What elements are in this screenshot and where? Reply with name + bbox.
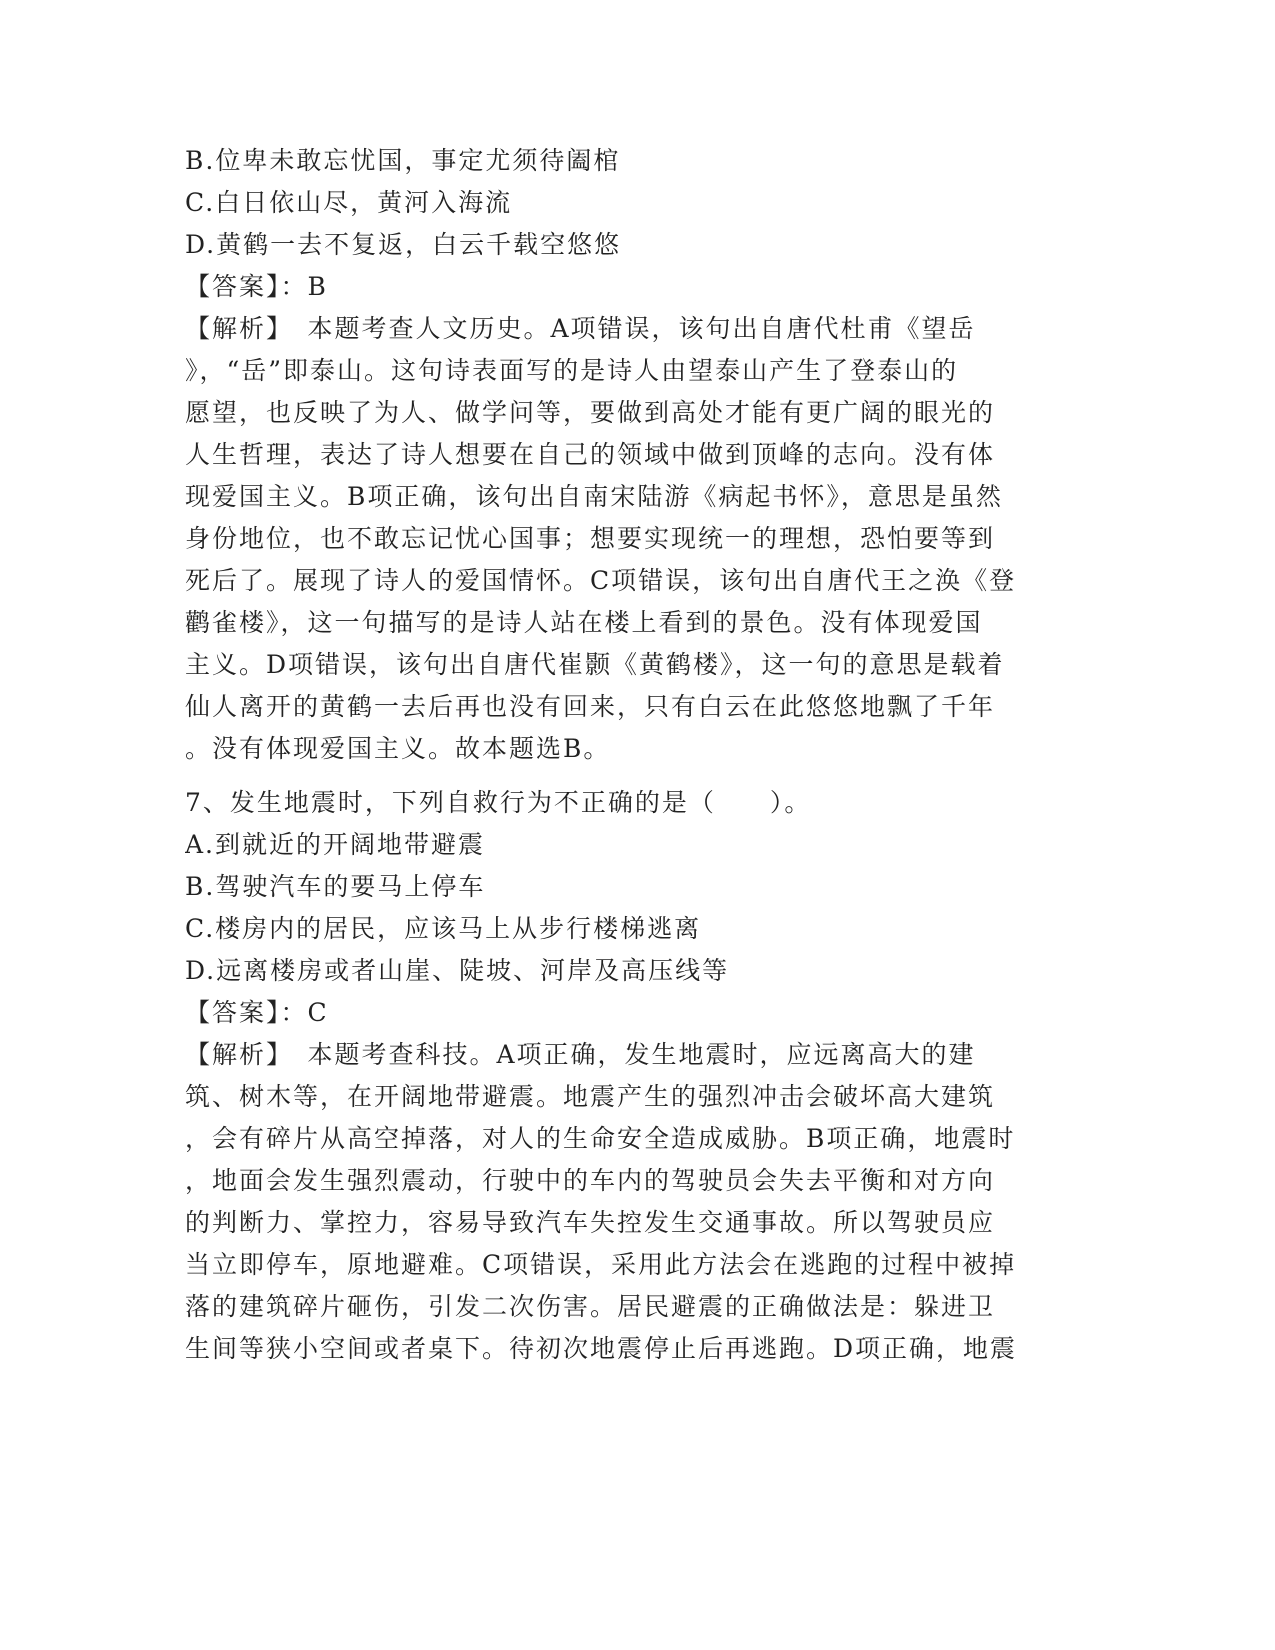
q7-option-b: B.驾驶汽车的要马上停车 [185, 872, 486, 901]
q6-option-c: C.白日依山尽，黄河入海流 [185, 188, 513, 217]
q7-analysis-line: 生间等狭小空间或者桌下。待初次地震停止后再逃跑。D项正确，地震 [185, 1334, 1018, 1363]
q7-analysis-line: 当立即停车，原地避难。C项错误，采用此方法会在逃跑的过程中被掉 [185, 1250, 1017, 1279]
q6-analysis-line: 身份地位，也不敢忘记忧心国事；想要实现统一的理想，恐怕要等到 [185, 524, 996, 553]
q6-analysis-line: 仙人离开的黄鹤一去后再也没有回来，只有白云在此悠悠地飘了千年 [185, 692, 996, 721]
q6-analysis-line: 人生哲理，表达了诗人想要在自己的领域中做到顶峰的志向。没有体 [185, 440, 996, 469]
q6-analysis-line: 死后了。展现了诗人的爱国情怀。C项错误，该句出自唐代王之涣《登 [185, 566, 1017, 595]
q6-analysis [185, 308, 1065, 770]
q6-answer: 【答案】：B [185, 272, 328, 301]
q6-analysis-line: 愿望，也反映了为人、做学问等，要做到高处才能有更广阔的眼光的 [185, 398, 996, 427]
q6-analysis-line: 》，“岳”即泰山。这句诗表面写的是诗人由望泰山产生了登泰山的 [185, 356, 959, 385]
q6-analysis-line: 。没有体现爱国主义。故本题选B。 [185, 734, 611, 763]
q7-analysis [185, 1034, 1065, 1370]
q6-analysis-line: 现爱国主义。B项正确，该句出自南宋陆游《病起书怀》，意思是虽然 [185, 482, 1003, 511]
page-content [185, 140, 1065, 1370]
q6-option-b: B.位卑未敢忘忧国，事定尤须待阖棺 [185, 146, 621, 175]
q7-analysis-line: ，会有碎片从高空掉落，对人的生命安全造成威胁。B项正确，地震时 [185, 1124, 1016, 1153]
q7-option-c: C.楼房内的居民，应该马上从步行楼梯逃离 [185, 914, 702, 943]
q7-analysis-line: ，地面会发生强烈震动，行驶中的车内的驾驶员会失去平衡和对方向 [185, 1166, 996, 1195]
q7-analysis-line: 【解析】 本题考查科技。A项正确，发生地震时，应远离高大的建 [185, 1040, 976, 1069]
q7-answer: 【答案】：C [185, 998, 329, 1027]
q7-question: 7、发生地震时，下列自救行为不正确的是（ ）。 [185, 788, 812, 817]
q6-analysis-line: 【解析】 本题考查人文历史。A项错误，该句出自唐代杜甫《望岳 [185, 314, 976, 343]
q6-option-d: D.黄鹤一去不复返，白云千载空悠悠 [185, 230, 622, 259]
q7-option-d: D.远离楼房或者山崖、陡坡、河岸及高压线等 [185, 956, 730, 985]
question-gap [185, 770, 1065, 782]
q7-analysis-line: 的判断力、掌控力，容易导致汽车失控发生交通事故。所以驾驶员应 [185, 1208, 996, 1237]
q6-analysis-line: 主义。D项错误，该句出自唐代崔颢《黄鹤楼》，这一句的意思是载着 [185, 650, 1005, 679]
q7-option-a: A.到就近的开阔地带避震 [185, 830, 486, 859]
q6-analysis-line: 鹳雀楼》，这一句描写的是诗人站在楼上看到的景色。没有体现爱国 [185, 608, 983, 637]
q7-analysis-line: 落的建筑碎片砸伤，引发二次伤害。居民避震的正确做法是：躲进卫 [185, 1292, 996, 1321]
q7-analysis-line: 筑、树木等，在开阔地带避震。地震产生的强烈冲击会破坏高大建筑 [185, 1082, 996, 1111]
